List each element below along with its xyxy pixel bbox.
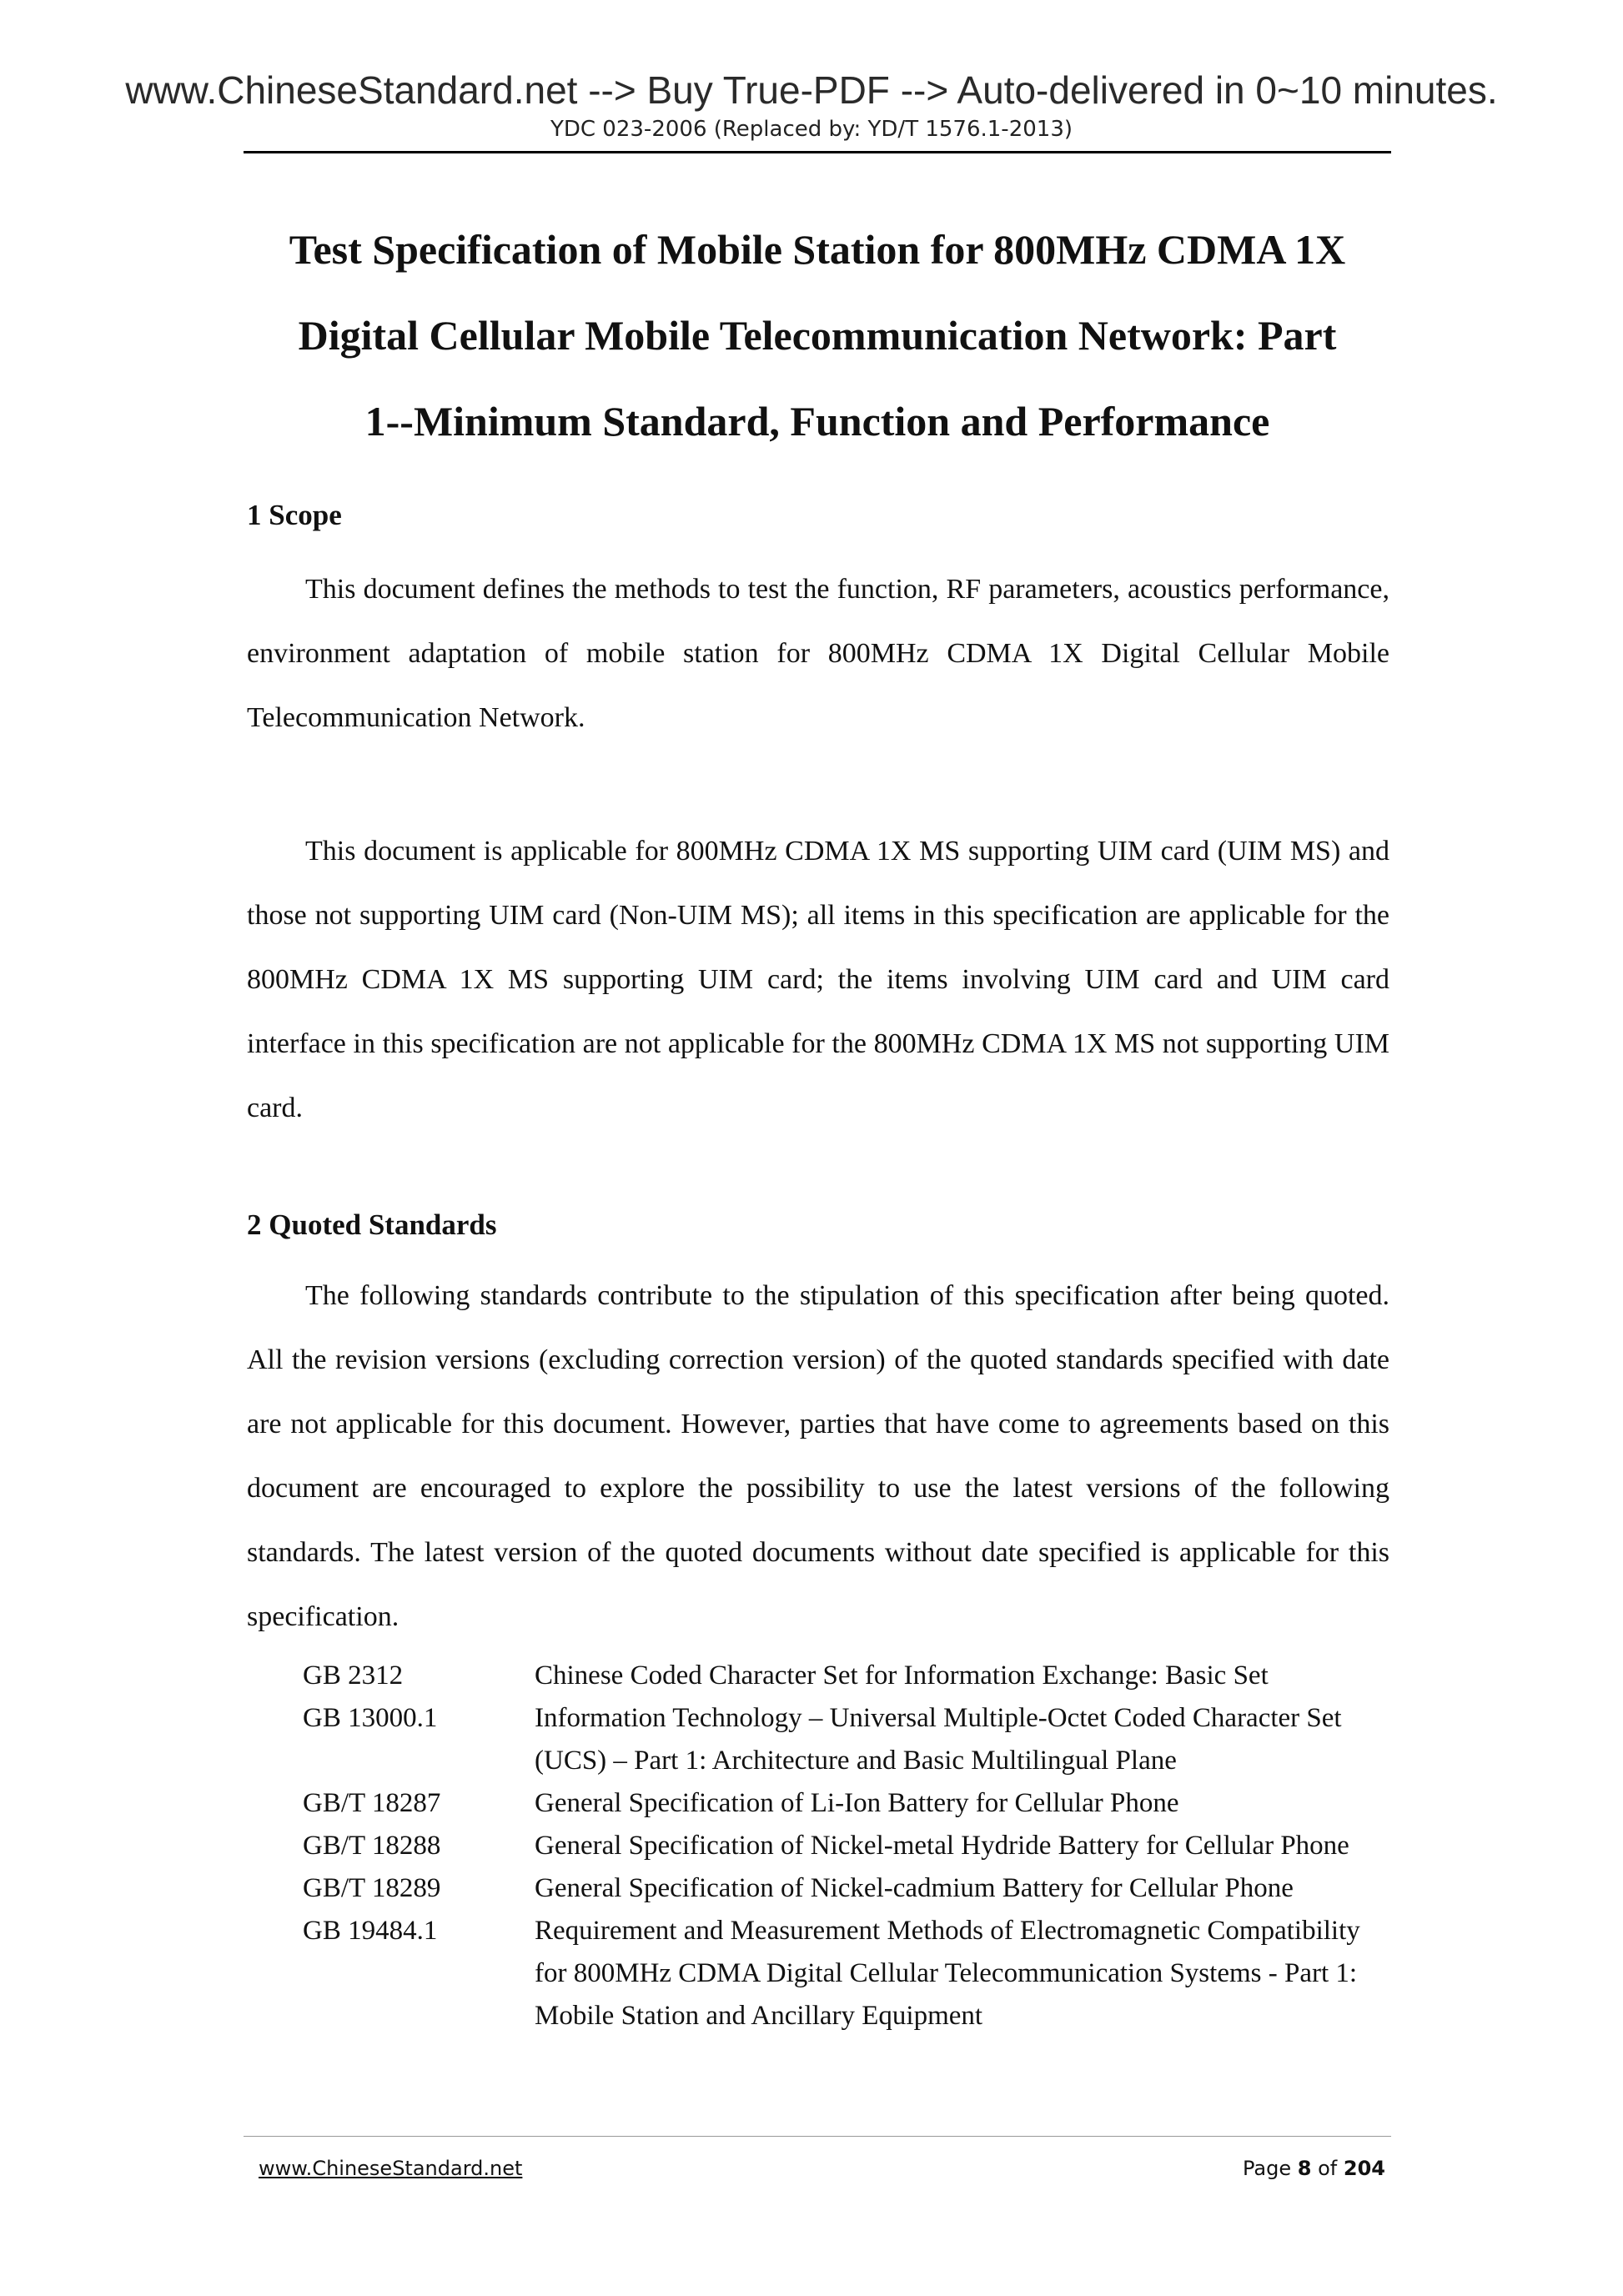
- document-id: YDC 023-2006 (Replaced by: YD/T 1576.1-2013): [550, 117, 1073, 142]
- reference-title: General Specification of Nickel-cadmium Battery for Cellular Phone: [535, 1873, 1294, 1903]
- header-rule: [244, 151, 1391, 153]
- site-banner: www.ChineseStandard.net --> Buy True-PDF --> Auto-delivered in 0~10 minutes.: [125, 68, 1498, 112]
- reference-code: GB/T 18287: [303, 1788, 441, 1818]
- page-number: 8: [1297, 2157, 1312, 2180]
- page-total: 204: [1343, 2157, 1385, 2180]
- section-heading-quoted-standards: 2 Quoted Standards: [247, 1208, 497, 1241]
- reference-title: General Specification of Nickel-metal Hydride Battery for Cellular Phone: [535, 1831, 1349, 1861]
- footer-site-link[interactable]: www.ChineseStandard.net: [259, 2157, 523, 2180]
- reference-code: GB 2312: [303, 1660, 404, 1691]
- reference-code: GB/T 18288: [303, 1831, 441, 1861]
- reference-item: [303, 1867, 1395, 1910]
- reference-item: [303, 1655, 1395, 1697]
- reference-code: GB/T 18289: [303, 1873, 441, 1903]
- scope-paragraph-1: This document defines the methods to test the function, RF parameters, acoustics performance, environment adaptation of mobile station for 800MHz CDMA 1X Digital Cellular Mobile Telecommunication Network.: [247, 574, 1389, 733]
- reference-code: GB 13000.1: [303, 1703, 438, 1733]
- reference-code: GB 19484.1: [303, 1916, 438, 1946]
- reference-item: [303, 1910, 1395, 2037]
- title-line-3: 1--Minimum Standard, Function and Performance: [364, 398, 1270, 445]
- reference-item: [303, 1782, 1395, 1825]
- reference-title: Requirement and Measurement Methods of Electromagnetic Compatibility for 800MHz CDMA Digital Cellular Telecommunication Systems - Part 1: Mobile Station and Ancillary Equipment: [535, 1916, 1360, 2031]
- reference-title: Information Technology – Universal Multiple-Octet Coded Character Set (UCS) – Part 1: Architecture and Basic Multilingual Plane: [535, 1703, 1342, 1776]
- title-line-2: Digital Cellular Mobile Telecommunication Network: Part: [298, 312, 1337, 359]
- reference-item: [303, 1825, 1395, 1867]
- title-line-1: Test Specification of Mobile Station for 800MHz CDMA 1X: [289, 226, 1346, 273]
- reference-title: Chinese Coded Character Set for Information Exchange: Basic Set: [535, 1660, 1269, 1691]
- quoted-standards-paragraph: The following standards contribute to the stipulation of this specification after being quoted. All the revision versions (excluding correction version) of the quoted standards specified with date are not applicable for this document. However, parties that have come to agreements based on this document are encouraged to explore the possibility to use the latest versions of the following standards. The latest version of the quoted documents without date specified is applicable for this specification.: [247, 1280, 1389, 1632]
- page-indicator: [1243, 2157, 1385, 2180]
- footer-rule: [244, 2136, 1391, 2137]
- of-label: of: [1318, 2157, 1338, 2180]
- reference-title: General Specification of Li-Ion Battery for Cellular Phone: [535, 1788, 1179, 1818]
- scope-paragraph-2: This document is applicable for 800MHz CDMA 1X MS supporting UIM card (UIM MS) and those not supporting UIM card (Non-UIM MS); all items in this specification are applicable for the 800MHz CDMA 1X MS supporting UIM card; the items involving UIM card and UIM card interface in this specification are not applicable for the 800MHz CDMA 1X MS not supporting UIM card.: [247, 836, 1389, 1123]
- document-title: [244, 207, 1391, 465]
- section-heading-scope: 1 Scope: [247, 499, 342, 531]
- page-label: Page: [1243, 2157, 1292, 2180]
- reference-item: [303, 1697, 1395, 1782]
- reference-list: [303, 1655, 1395, 2037]
